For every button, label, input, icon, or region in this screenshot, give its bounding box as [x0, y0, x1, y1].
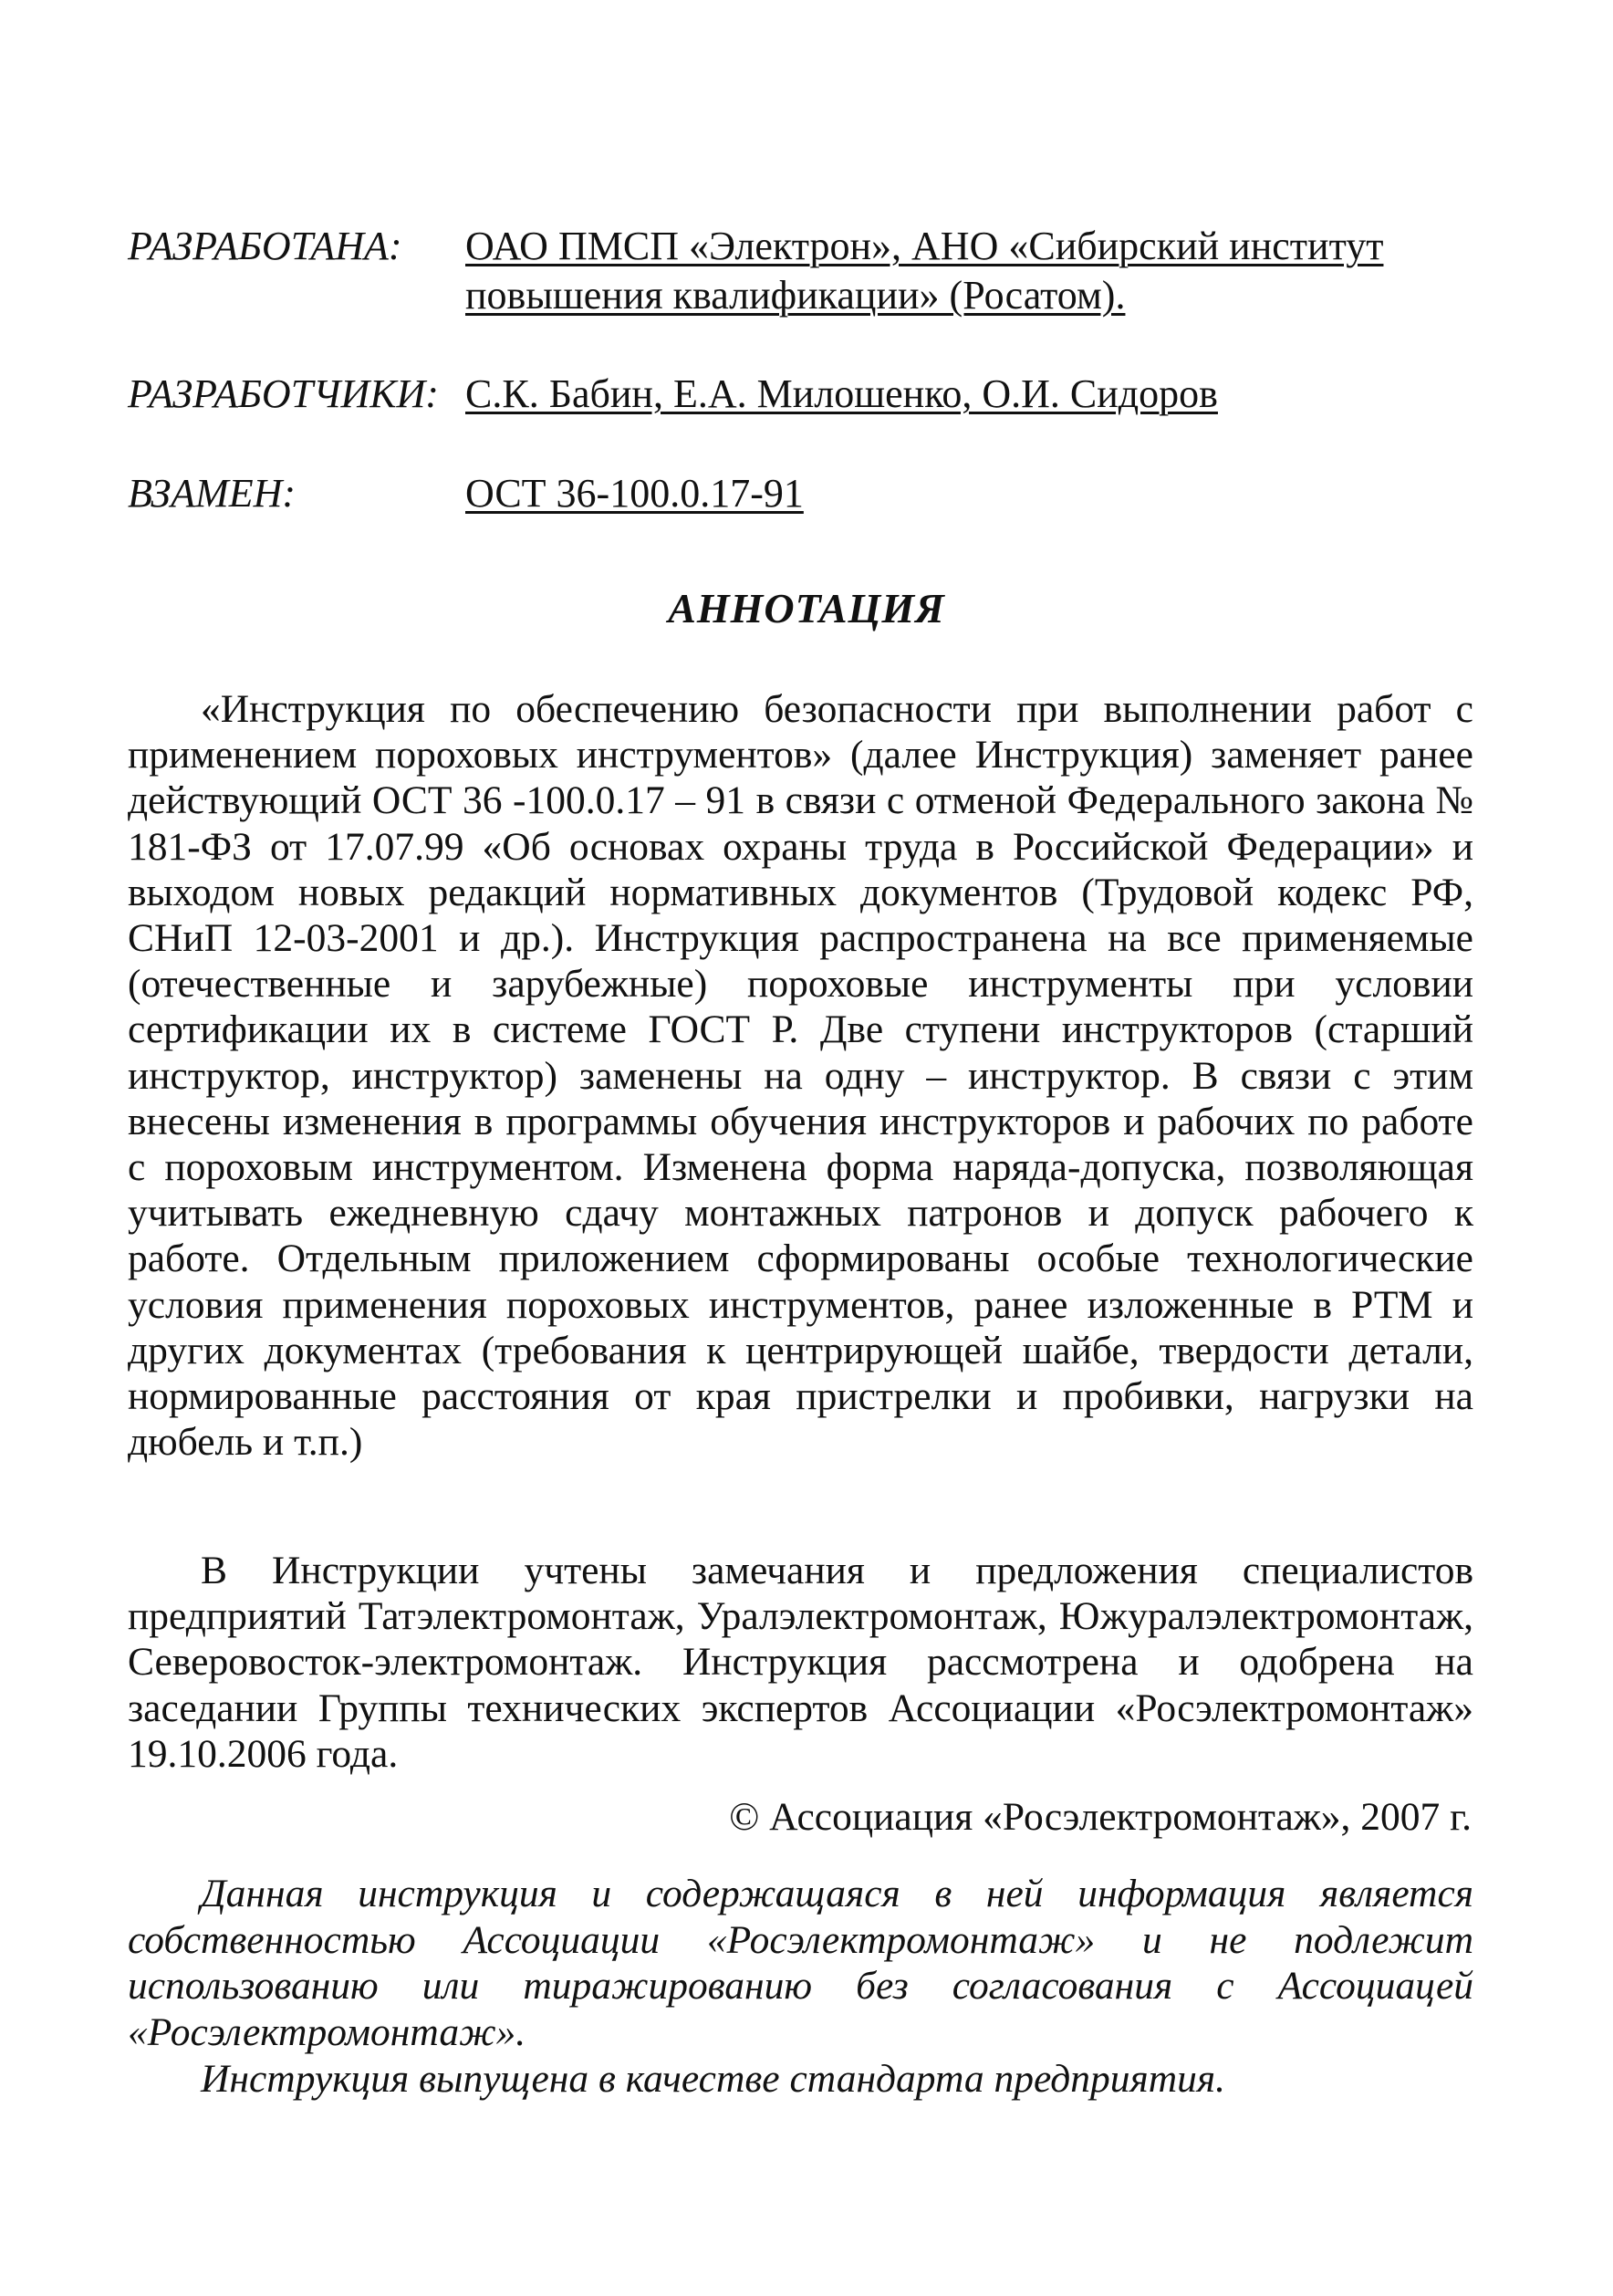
ownership-notice: Данная инструкция и содержащаяся в ней информация является собственностью Ассоциации «Росэлектромонтаж» и не подлежит использованию или тиражированию без согласования с Ассоциацей «Росэлектромонтаж». [128, 1872, 1473, 2054]
replaces-value: ОСТ 36-100.0.17-91 [465, 471, 804, 516]
standard-notice: Инструкция выпущена в качестве стандарта предприятия. [201, 2057, 1225, 2101]
annotation-heading: АННОТАЦИЯ [668, 585, 945, 631]
developed-by-label: РАЗРАБОТАНА: [128, 224, 402, 268]
developers-value: С.К. Бабин, Е.А. Милошенко, О.И. Сидоров [465, 371, 1218, 416]
replaces-label: ВЗАМЕН: [128, 471, 296, 516]
copyright-line: © Ассоциация «Росэлектромонтаж», 2007 г. [729, 1795, 1472, 1839]
developed-by-value: ОАО ПМСП «Электрон», АНО «Сибирский институт повышения квалификации» (Росатом). [465, 224, 1384, 318]
annotation-paragraph-1: «Инструкция по обеспечению безопасности при выполнении работ с применением пороховых инструментов» (далее Инструкция) заменяет ранее действующий ОСТ 36 -100.0.17 – 91 в связи с отменой Федерального закона № 181-ФЗ от 17.07.99 «Об основах охраны труда в Российской Федерации» и выходом новых редакций нормативных документов (Трудовой кодекс РФ, СНиП 12-03-2001 и др.). Инструкция распространена на все применяемые (отечественные и зарубежные) пороховые инструменты при условии сертификации их в системе ГОСТ Р. Две ступени инструкторов (старший инструктор, инструктор) заменены на одну – инструктор. В связи с этим внесены изменения в программы обучения инструкторов и рабочих по работе с пороховым инструментом. Изменена форма наряда-допуска, позволяющая учитывать ежедневную сдачу монтажных патронов и допуск рабочего к работе. Отдельным приложением сформированы особые технологические условия применения пороховых инструментов, ранее изложенные в РТМ и других документах (требования к центрирующей шайбе, твердости детали, нормированные расстояния от края пристрелки и пробивки, нагрузки на дюбель и т.п.) [128, 687, 1473, 1465]
developers-label: РАЗРАБОТЧИКИ: [128, 371, 439, 416]
annotation-paragraph-2: В Инструкции учтены замечания и предложения специалистов предприятий Татэлектромонтаж, Уралэлектромонтаж, Южуралэлектромонтаж, Северовосток-электромонтаж. Инструкция рассмотрена и одобрена на заседании Группы технических экспертов Ассоциации «Росэлектромонтаж» 19.10.2006 года. [128, 1549, 1473, 1776]
